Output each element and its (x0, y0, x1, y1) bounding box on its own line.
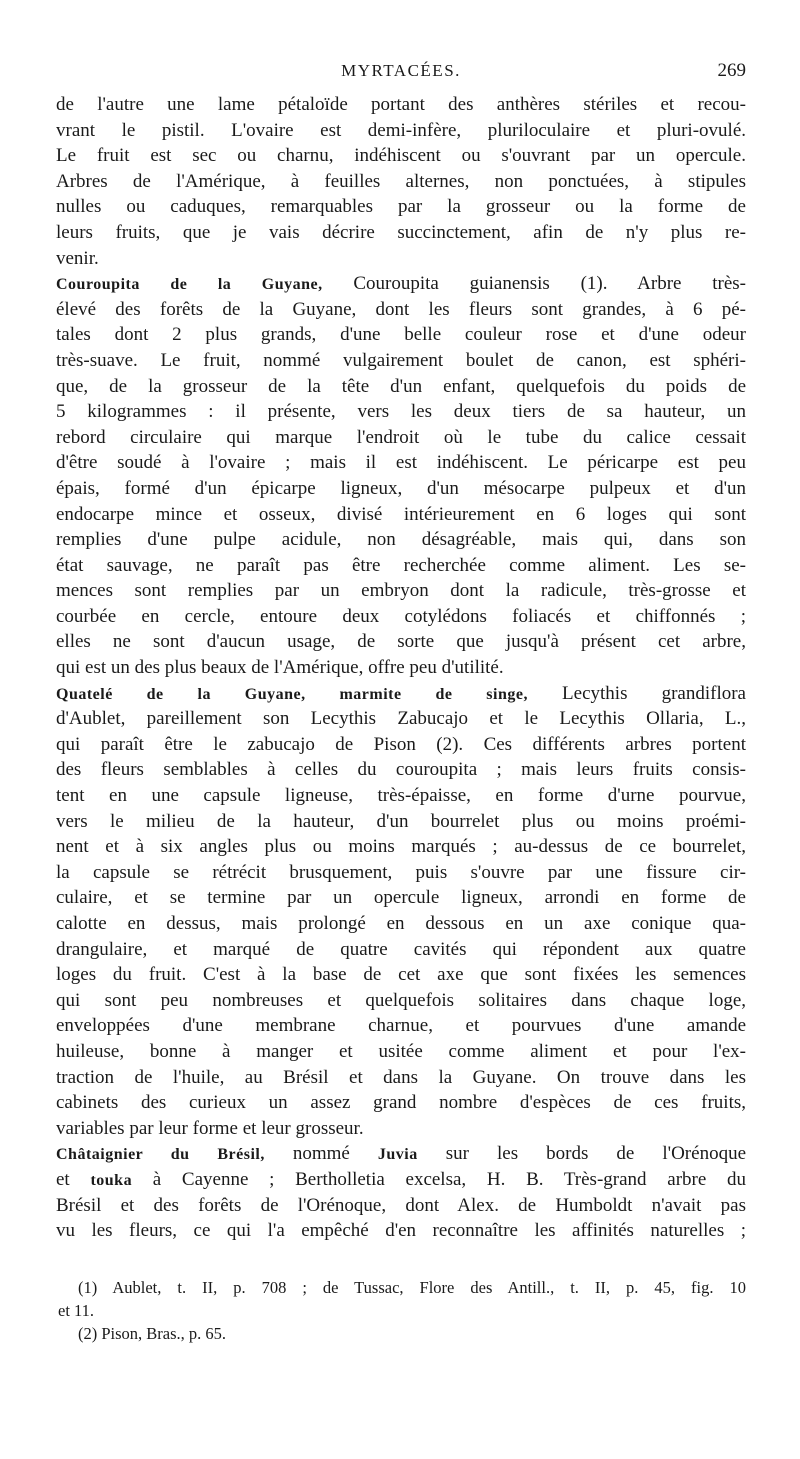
page-number: 269 (717, 60, 746, 81)
text-line: enveloppées d'une membrane charnue, et pourvues d'une amande (56, 1015, 746, 1037)
text-line: très-suave. Le fruit, nommé vulgairement boulet de canon, est sphéri- (56, 349, 746, 371)
text-line: leurs fruits, que je vais décrire succinctement, afin de n'y plus re- (56, 221, 746, 243)
text-line: nulles ou caduques, remarquables par la grosseur ou la forme de (56, 196, 746, 218)
text-line: tent en une capsule ligneuse, très-épaisse, en forme d'urne pourvue, (56, 785, 746, 807)
text-line: loges du fruit. C'est à la base de cet axe que sont fixées les semences (56, 964, 746, 986)
text-line: cabinets des curieux un assez grand nombre d'espèces de ces fruits, (56, 1092, 746, 1114)
text-line: Le fruit est sec ou charnu, indéhiscent ou s'ouvrant par un opercule. (56, 145, 746, 167)
text-line: d'être soudé à l'ovaire ; mais il est indéhiscent. Le péricarpe est peu (56, 452, 746, 474)
text-line: état sauvage, ne paraît pas être recherchée comme aliment. Les se- (56, 554, 746, 576)
text-line: de l'autre une lame pétaloïde portant des anthères stériles et recou- (56, 94, 746, 115)
text-line: la capsule se rétrécit brusquement, puis s'ouvre par une fissure cir- (56, 861, 746, 883)
text-line: mences sont remplies par un embryon dont la radicule, très-grosse et (56, 580, 746, 602)
text-line: d'Aublet, pareillement son Lecythis Zabucajo et le Lecythis Ollaria, L., (56, 708, 746, 730)
text-line: venir. (56, 247, 99, 269)
running-head: MYRTACÉES. (341, 61, 461, 80)
text-line: qui sont peu nombreuses et quelquefois solitaires dans chaque loge, (56, 989, 746, 1011)
text-line: tales dont 2 plus grands, d'une belle couleur rose et d'une odeur (56, 324, 746, 346)
text-line: variables par leur forme et leur grosseur. (56, 1117, 364, 1139)
text-line: que, de la grosseur de la tête d'un enfant, quelquefois du poids de (56, 375, 746, 397)
footnote-line: et 11. (58, 1301, 95, 1320)
text-line: courbée en cercle, entoure deux cotylédons foliacés et chiffonnés ; (56, 605, 746, 627)
main-text (56, 92, 746, 1244)
text-line: culaire, et se termine par un opercule ligneux, arrondi en forme de (56, 887, 746, 909)
text-line: Quatelé de la Guyane, marmite de singe, Lecythis grandiflora (56, 682, 746, 704)
text-line: elles ne sont d'aucun usage, de sorte que jusqu'à présent cet arbre, (56, 631, 746, 653)
text-line: huileuse, bonne à manger et usitée comme aliment et pour l'ex- (56, 1040, 746, 1062)
text-line: épais, formé d'un épicarpe ligneux, d'un mésocarpe pulpeux et d'un (56, 477, 746, 499)
text-line: Brésil et des forêts de l'Orénoque, dont Alex. de Humboldt n'avait pas (56, 1194, 746, 1216)
footnotes (58, 1276, 746, 1345)
text-line: Couroupita de la Guyane, Couroupita guianensis (1). Arbre très- (56, 273, 746, 295)
text-line: vrant le pistil. L'ovaire est demi-infère, pluriloculaire et pluri-ovulé. (56, 119, 746, 141)
text-line: vers le milieu de la hauteur, d'un bourrelet plus ou moins proémi- (56, 810, 746, 832)
text-line: endocarpe mince et osseux, divisé intérieurement en 6 loges qui sont (56, 503, 746, 525)
text-line: traction de l'huile, au Brésil et dans la Guyane. On trouve dans les (56, 1066, 746, 1088)
text-line: 5 kilogrammes : il présente, vers les deux tiers de sa hauteur, un (56, 401, 746, 423)
text-line: des fleurs semblables à celles du couroupita ; mais leurs fruits consis- (56, 759, 746, 781)
text-line: et touka à Cayenne ; Bertholletia excelsa, H. B. Très-grand arbre du (56, 1168, 746, 1190)
text-line: remplies d'une pulpe acidule, non désagréable, mais qui, dans son (56, 529, 746, 551)
footnote-line: (1) Aublet, t. II, p. 708 ; de Tussac, Flore des Antill., t. II, p. 45, fig. 10 (78, 1278, 746, 1297)
text-line: vu les fleurs, ce qui l'a empêché d'en reconnaître les affinités naturelles ; (56, 1220, 746, 1242)
text-line: rebord circulaire qui marque l'endroit où le tube du calice cessait (56, 426, 746, 448)
text-line: qui paraît être le zabucajo de Pison (2). Ces différents arbres portent (56, 733, 746, 755)
text-line: élevé des forêts de la Guyane, dont les fleurs sont grandes, à 6 pé- (56, 298, 746, 320)
text-line: qui est un des plus beaux de l'Amérique, offre peu d'utilité. (56, 657, 504, 679)
page-header (56, 58, 746, 84)
text-line: calotte en dessus, mais prolongé en dessous en un axe conique qua- (56, 913, 746, 934)
text-line: Arbres de l'Amérique, à feuilles alternes, non ponctuées, à stipules (56, 170, 746, 192)
text-line: drangulaire, et marqué de quatre cavités qui répondent aux quatre (56, 938, 746, 960)
text-line: nent et à six angles plus ou moins marqués ; au-dessus de ce bourrelet, (56, 836, 746, 858)
footnote-line: (2) Pison, Bras., p. 65. (78, 1324, 227, 1343)
text-line: Châtaignier du Brésil, nommé Juvia sur les bords de l'Orénoque (56, 1143, 746, 1165)
